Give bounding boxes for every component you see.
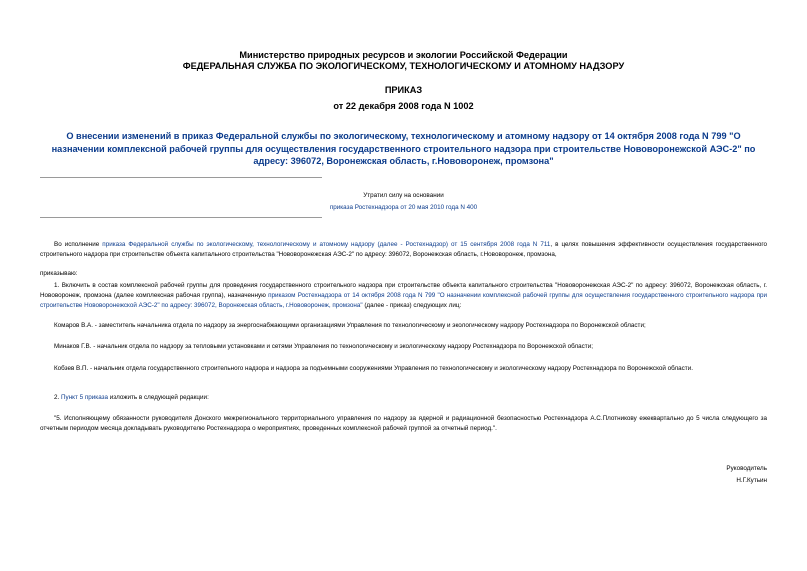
member-komarov: Комаров В.А. - заместитель начальника отдела по надзору за энергоснабжающими организациями Управления по технологическому и экологическому надзору Ростехнадзора по Воронежской области; bbox=[54, 322, 646, 329]
service-name: ФЕДЕРАЛЬНАЯ СЛУЖБА ПО ЭКОЛОГИЧЕСКОМУ, ТЕХНОЛОГИЧЕСКОМУ И АТОМНОМУ НАДЗОРУ bbox=[182, 61, 625, 71]
lapse-link[interactable]: приказа Ростехнадзора от 20 мая 2010 года N 400 bbox=[329, 204, 478, 211]
document-title bbox=[40, 130, 767, 168]
item1-link[interactable]: приказом Ростехнадзора от 14 октября 2008 года N 799 "О назначении комплексной рабочей группы для осуществления государственного строительного надзора при строительстве Нововоронежской АЭС-2" по адресу: 396072, Воронежская область, г.Нововоронеж, промзона" bbox=[40, 292, 767, 309]
document-type: ПРИКАЗ bbox=[384, 85, 423, 95]
signature-role: Руководитель bbox=[726, 465, 767, 472]
paragraph-item-2 bbox=[40, 393, 767, 403]
divider-top bbox=[40, 177, 322, 178]
preamble-link[interactable]: приказа Федеральной службы по экологическому, технологическому и атомному надзору (далее - Ростехнадзор) от 15 сентября 2008 года N 711 bbox=[102, 241, 551, 248]
item2-link[interactable]: Пункт 5 приказа bbox=[61, 394, 109, 401]
lapse-link-line bbox=[180, 204, 627, 212]
title-prefix: О внесении изменений в bbox=[66, 131, 182, 141]
signature-name: Н.Г.Кутьин bbox=[736, 477, 767, 484]
preamble-post: , в целях повышения эффективности осуществления государственного строительного надзора при строительстве объекта капитального строительства "Нововоронежская АЭС-2" по адресу: 396072, Воронежская область, г.Нововоронеж, промзона, bbox=[40, 241, 767, 258]
item2-pre: 2. bbox=[54, 394, 62, 401]
divider-bottom bbox=[40, 217, 322, 218]
member-minakov: Минаков Г.В. - начальник отдела по надзору за тепловыми установками и сетями Управления по технологическому и экологическому надзору Ростехнадзора по Воронежской области; bbox=[54, 343, 593, 350]
title-link[interactable]: приказ Федеральной службы по экологическому, технологическому и атомному надзору от 14 октября 2008 года N 799 "О назначении комплексной рабочей группы для осуществления государственного строительного надзора при строительстве Нововоронежской АЭС-2" по адресу: 396072, Воронежская область, г.Нововоронеж, промзона" bbox=[51, 131, 756, 166]
paragraph-item-5-text: "5. Исполняющему обязанности руководителя Донского межрегионального территориального управления по надзору за ядерной и радиационной безопасностью Ростехнадзора А.С.Плотникову ежеквартально до 5 числа следующего за отчетным периодом месяца докладывать руководителю Ростехнадзора о мероприятиях, проведенных комплексной рабочей группой за отчетный период.". bbox=[40, 415, 767, 432]
preamble-pre: Во исполнение bbox=[54, 241, 103, 248]
lapse-notice: Утратил силу на основании bbox=[363, 192, 444, 199]
paragraph-preamble bbox=[40, 240, 767, 260]
order-word: приказываю: bbox=[40, 270, 78, 277]
item2-post: изложить в следующей редакции: bbox=[108, 394, 209, 401]
document-date-number: от 22 декабря 2008 года N 1002 bbox=[333, 101, 474, 111]
member-kobzev: Кобзев В.П. - начальник отдела государственного строительного надзора и надзора за подъемными сооружениями Управления по технологическому и экологическому надзору Ростехнадзора по Воронежской области. bbox=[54, 365, 693, 372]
item1-pre: 1. Включить в состав комплексной рабочей группы для проведения государственного строительного надзора при строительстве объекта капитального строительства "Нововоронежская АЭС-2" по адресу: 396072, Воронежская область, г. Нововоронеж, промзона (далее комплексная рабочая группа), назначенную bbox=[40, 282, 767, 299]
paragraph-item-1 bbox=[40, 281, 767, 311]
item1-post: (далее - приказ) следующих лиц: bbox=[362, 302, 462, 309]
ministry-name: Министерство природных ресурсов и экологии Российской Федерации bbox=[239, 50, 568, 60]
